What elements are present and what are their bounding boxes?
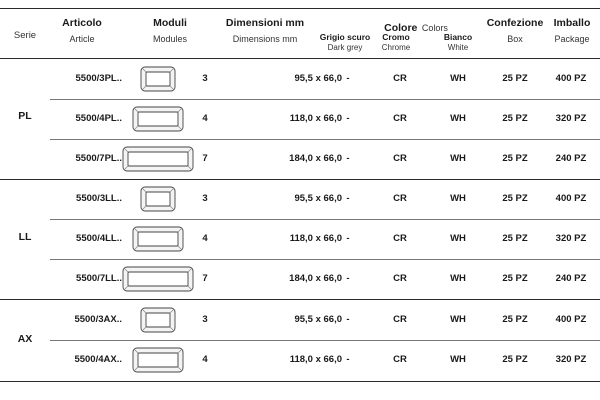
package-qty: 400 PZ bbox=[555, 193, 587, 204]
dimensions-value: 118,0 x 66,0 bbox=[289, 354, 342, 365]
article-code: 5500/3AX.. bbox=[74, 314, 122, 325]
box-qty: 25 PZ bbox=[502, 314, 528, 325]
dimensions-value: 95,5 x 66,0 bbox=[294, 73, 342, 84]
dark-grey-value: - bbox=[346, 354, 350, 365]
frame-4-module-image bbox=[132, 347, 184, 373]
table-row bbox=[50, 300, 600, 340]
header-chrome: Cromo Chrome bbox=[381, 32, 411, 52]
header-box: Confezione Box bbox=[486, 17, 544, 45]
header-white: Bianco White bbox=[443, 32, 473, 52]
article-code: 5500/4PL.. bbox=[75, 113, 122, 124]
box-qty: 25 PZ bbox=[502, 153, 528, 164]
white-value: WH bbox=[450, 113, 466, 124]
chrome-value: CR bbox=[393, 354, 407, 365]
chrome-value: CR bbox=[393, 233, 407, 244]
package-qty: 240 PZ bbox=[555, 273, 587, 284]
module-count: 7 bbox=[202, 273, 208, 284]
header-top-rule bbox=[0, 8, 600, 9]
series-label-ax: AX bbox=[17, 333, 33, 345]
table-row bbox=[50, 59, 600, 99]
header-modules: Moduli Modules bbox=[152, 17, 188, 45]
table-row bbox=[50, 139, 600, 179]
dark-grey-value: - bbox=[346, 193, 350, 204]
dark-grey-value: - bbox=[346, 153, 350, 164]
chrome-value: CR bbox=[393, 73, 407, 84]
table-row bbox=[50, 99, 600, 139]
box-qty: 25 PZ bbox=[502, 233, 528, 244]
white-value: WH bbox=[450, 354, 466, 365]
article-code: 5500/7PL.. bbox=[75, 153, 122, 164]
dimensions-value: 95,5 x 66,0 bbox=[294, 314, 342, 325]
dimensions-value: 118,0 x 66,0 bbox=[289, 113, 342, 124]
module-count: 3 bbox=[202, 193, 208, 204]
table-row bbox=[50, 259, 600, 299]
frame-4-module-image bbox=[132, 106, 184, 132]
box-qty: 25 PZ bbox=[502, 193, 528, 204]
dark-grey-value: - bbox=[346, 273, 350, 284]
series-label-pl: PL bbox=[18, 110, 32, 122]
frame-4-module-image bbox=[132, 226, 184, 252]
dark-grey-value: - bbox=[346, 113, 350, 124]
article-code: 5500/4LL.. bbox=[76, 233, 122, 244]
article-code: 5500/3LL.. bbox=[76, 193, 122, 204]
module-count: 3 bbox=[202, 314, 208, 325]
table-bottom-rule bbox=[0, 381, 600, 382]
module-count: 4 bbox=[202, 233, 208, 244]
frame-7-module-image bbox=[122, 146, 194, 172]
header-package: Imballo Package bbox=[553, 17, 591, 45]
package-qty: 240 PZ bbox=[555, 153, 587, 164]
series-label-ll: LL bbox=[18, 231, 32, 243]
dimensions-value: 95,5 x 66,0 bbox=[294, 193, 342, 204]
chrome-value: CR bbox=[393, 193, 407, 204]
dimensions-value: 184,0 x 66,0 bbox=[289, 153, 342, 164]
table-row bbox=[50, 219, 600, 259]
dark-grey-value: - bbox=[346, 233, 350, 244]
box-qty: 25 PZ bbox=[502, 113, 528, 124]
dark-grey-value: - bbox=[346, 73, 350, 84]
header-dimensions: Dimensioni mm Dimensions mm bbox=[225, 17, 305, 45]
module-count: 3 bbox=[202, 73, 208, 84]
module-count: 4 bbox=[202, 113, 208, 124]
white-value: WH bbox=[450, 153, 466, 164]
box-qty: 25 PZ bbox=[502, 273, 528, 284]
chrome-value: CR bbox=[393, 113, 407, 124]
chrome-value: CR bbox=[393, 273, 407, 284]
white-value: WH bbox=[450, 314, 466, 325]
header-colors: Colore Colors bbox=[384, 22, 448, 34]
white-value: WH bbox=[450, 273, 466, 284]
package-qty: 320 PZ bbox=[555, 233, 587, 244]
dimensions-value: 118,0 x 66,0 bbox=[289, 233, 342, 244]
box-qty: 25 PZ bbox=[502, 354, 528, 365]
chrome-value: CR bbox=[393, 153, 407, 164]
box-qty: 25 PZ bbox=[502, 73, 528, 84]
article-code: 5500/3PL.. bbox=[75, 73, 122, 84]
frame-7-module-image bbox=[122, 266, 194, 292]
frame-3-module-image bbox=[140, 186, 176, 212]
dimensions-value: 184,0 x 66,0 bbox=[289, 273, 342, 284]
module-count: 7 bbox=[202, 153, 208, 164]
package-qty: 320 PZ bbox=[555, 354, 587, 365]
package-qty: 400 PZ bbox=[555, 73, 587, 84]
article-code: 5500/4AX.. bbox=[74, 354, 122, 365]
package-qty: 320 PZ bbox=[555, 113, 587, 124]
header-serie: Serie bbox=[13, 30, 37, 41]
white-value: WH bbox=[450, 73, 466, 84]
table-row bbox=[50, 340, 600, 380]
frame-3-module-image bbox=[140, 66, 176, 92]
package-qty: 400 PZ bbox=[555, 314, 587, 325]
white-value: WH bbox=[450, 193, 466, 204]
module-count: 4 bbox=[202, 354, 208, 365]
frame-3-module-image bbox=[140, 307, 176, 333]
header-dark-grey: Grigio scuro Dark grey bbox=[319, 32, 371, 52]
white-value: WH bbox=[450, 233, 466, 244]
header-article: Articolo Article bbox=[62, 17, 102, 45]
table-row bbox=[50, 179, 600, 219]
chrome-value: CR bbox=[393, 314, 407, 325]
dark-grey-value: - bbox=[346, 314, 350, 325]
article-code: 5500/7LL.. bbox=[76, 273, 122, 284]
